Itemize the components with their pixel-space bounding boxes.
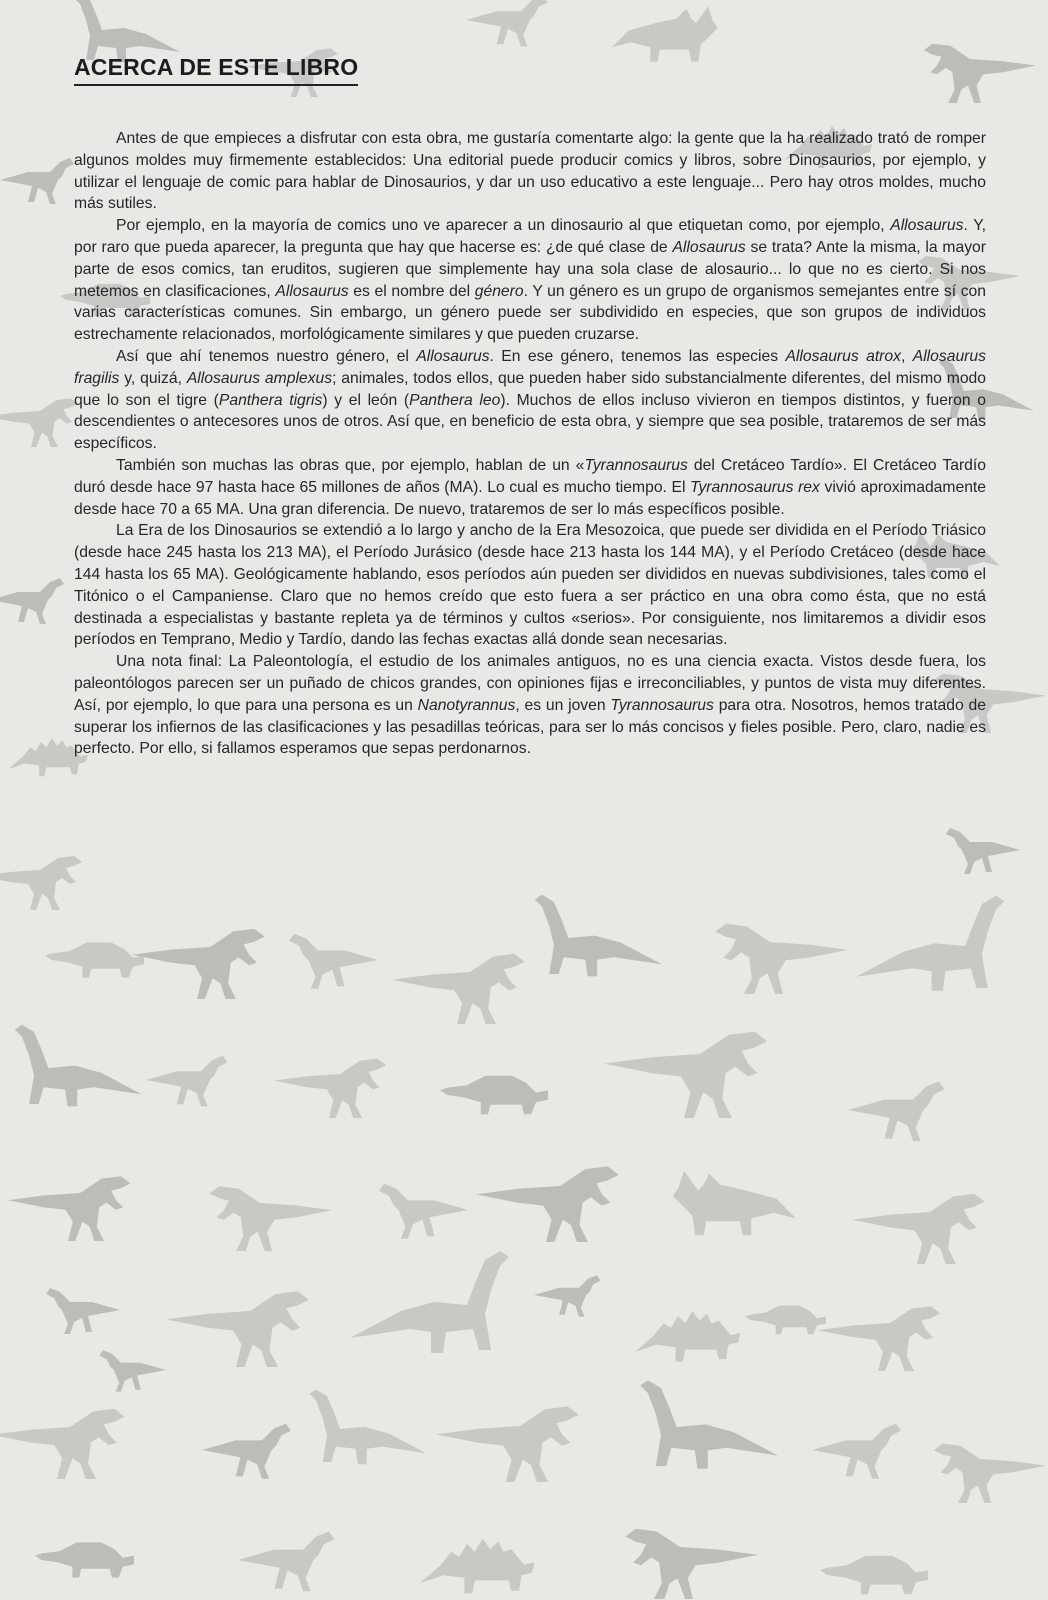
italic-term: Allosaurus fragilis — [74, 347, 986, 387]
ornitho-silhouette-icon — [289, 934, 378, 989]
sauropod-silhouette-icon — [856, 896, 1004, 991]
paragraph — [74, 128, 986, 215]
page-title: ACERCA DE ESTE LIBRO — [74, 54, 358, 86]
theropod-silhouette-icon — [818, 1306, 940, 1371]
paragraph — [74, 215, 986, 346]
text-run: es el nombre del — [348, 282, 475, 300]
text-run: , — [900, 347, 913, 365]
sauropod-silhouette-icon — [15, 1025, 142, 1107]
paragraph — [74, 651, 986, 760]
article-body — [74, 128, 986, 760]
sauropod-silhouette-icon — [309, 1389, 426, 1464]
text-run: del Cretáceo Tardío». El Cretáceo Tardío duró desde hace 97 hasta hace 65 millones de años (MA). Lo cual es mucho tiempo. El — [74, 456, 986, 496]
paragraph — [74, 520, 986, 651]
text-run: ; animales, todos ellos, que pueden haber sido substancialmente diferentes, del mismo modo que lo son el tigre ( — [74, 369, 986, 409]
italic-term: Allosaurus — [416, 347, 490, 365]
ornitho-silhouette-icon — [466, 0, 547, 46]
sauropod-silhouette-icon — [640, 1380, 778, 1468]
ornitho-silhouette-icon — [46, 1288, 120, 1334]
text-run: , es un joven — [515, 696, 611, 714]
italic-term: Tyrannosaurus — [584, 456, 688, 474]
text-run: Antes de que empieces a disfrutar con esta obra, me gustaría comentarte algo: la gente que la ha realizado trató de romper algunos moldes muy firmemente establecidos: Una editorial puede producir comics y libros, sobre Dinosaurios, por ejemplo, y utilizar el lenguaje de comic para hablar de Dinosaurios, y dar un uso educativo a este lenguaje... Pero hay otros moldes, mucho más sutiles. — [74, 130, 986, 213]
theropod-silhouette-icon — [625, 1529, 758, 1599]
theropod-silhouette-icon — [0, 856, 82, 910]
text-run: vivió aproximadamente desde hace 70 a 65 MA. Una gran diferencia. De nuevo, trataremos de ser lo más específicos posible. — [74, 478, 987, 518]
text-run: y, quizá, — [119, 369, 187, 387]
ornitho-silhouette-icon — [946, 828, 1020, 874]
ornitho-silhouette-icon — [534, 1275, 601, 1316]
theropod-silhouette-icon — [934, 1444, 1046, 1503]
italic-term: Allosaurus — [890, 217, 964, 235]
ankylo-silhouette-icon — [745, 1306, 826, 1335]
italic-term: Nanotyrannus — [417, 696, 516, 714]
text-run: ). Muchos de ellos incluso vivieron en tiempos distintos, y fueron o descendientes o antecesores unos de otros. Así que, en beneficio de esta obra, y siempre que sea posible, trataremos de ser más específicos. — [74, 391, 986, 453]
italic-term: Tyrannosaurus rex — [690, 478, 820, 496]
theropod-silhouette-icon — [715, 924, 848, 994]
theropod-silhouette-icon — [604, 1032, 767, 1118]
theropod-silhouette-icon — [852, 1194, 985, 1264]
italic-term: Allosaurus atrox — [785, 347, 901, 365]
theropod-silhouette-icon — [132, 929, 265, 999]
theropod-silhouette-icon — [476, 1166, 619, 1242]
text-run: se trata? Ante la misma, la mayor parte de esos comics, tan eruditos, sugieren que simplemente hay una sola clase de alosaurio... lo que no es cierto. Si nos metemos en clasificaciones, — [74, 238, 986, 300]
paragraph — [74, 455, 986, 520]
text-run: . Y un género es un grupo de organismos semejantes entre sí con varias características comunes. Sin embargo, un género puede ser subdividido en especies, que son grupos de individuos estrechamente relacionados, morfológicamente similares y que pueden cruzarse. — [74, 282, 986, 344]
ornitho-silhouette-icon — [812, 1424, 901, 1479]
theropod-silhouette-icon — [436, 1406, 579, 1482]
ornitho-silhouette-icon — [379, 1184, 468, 1239]
theropod-silhouette-icon — [392, 954, 525, 1024]
italic-term: Allosaurus — [672, 238, 746, 256]
sauropod-silhouette-icon — [535, 895, 662, 977]
ornitho-silhouette-icon — [238, 1531, 334, 1591]
ornitho-silhouette-icon — [146, 1056, 227, 1107]
ornitho-silhouette-icon — [0, 158, 74, 204]
italic-term: Panthera leo — [409, 391, 501, 409]
paragraph — [74, 346, 986, 455]
ornitho-silhouette-icon — [202, 1424, 291, 1479]
italic-term: Panthera tigris — [218, 391, 323, 409]
ankylo-silhouette-icon — [440, 1076, 548, 1114]
theropod-silhouette-icon — [8, 1176, 130, 1241]
theropod-silhouette-icon — [274, 1059, 386, 1118]
theropod-silhouette-icon — [0, 398, 78, 447]
text-run: . En ese género, tenemos las especies — [489, 347, 786, 365]
stego-silhouette-icon — [420, 1539, 534, 1594]
theropod-silhouette-icon — [0, 1409, 125, 1479]
text-run: . Y, por raro que pueda aparecer, la pregunta que hay que hacerse es: ¿de qué clase de — [74, 217, 986, 256]
italic-term: género — [474, 282, 524, 300]
text-run: Por ejemplo, en la mayoría de comics uno ve aparecer a un dinosaurio al que etiquetan como, por ejemplo, — [116, 217, 891, 235]
italic-term: Allosaurus amplexus — [186, 369, 333, 387]
text-run: Una nota final: La Paleontología, el estudio de los animales antiguos, no es una ciencia exacta. Vistos desde fuera, los paleontólogos parecen ser un puñado de chicos grandes, con opiniones fijas e irreconciliables, y puntos de vista muy diferentes. Así, por ejemplo, lo que para una persona es un — [74, 653, 986, 714]
stego-silhouette-icon — [635, 1311, 741, 1361]
ceratops-silhouette-icon — [673, 1171, 796, 1235]
ornitho-silhouette-icon — [0, 578, 64, 624]
text-run: La Era de los Dinosaurios se extendió a lo largo y ancho de la Era Mesozoica, que puede ser dividida en el Período Triásico (desde hace 245 hasta los 213 MA), el Período Jurásico (desde hace 213 hasta los 144 MA), y el Período Cretáceo (desde hace 144 hasta los 65 MA). Geológicamente hablando, esos períodos aún pueden ser divididos en nuevas subdivisiones, tales como el Titónico o el Campaniense. Claro que no hemos creído que esto fuera a ser práctico en una obra como ésta, que no está destinada a especialistas y bastante repleta ya de términos y cultos «serios». Por consiguiente, nos limitaremos a dividir esos períodos en Temprano, Medio y Tardío, dando las fechas exactas allá donde sean necesarias. — [74, 522, 986, 649]
sauropod-silhouette-icon — [350, 1251, 509, 1353]
theropod-silhouette-icon — [166, 1291, 309, 1367]
ankylo-silhouette-icon — [45, 942, 144, 977]
text-run: También son muchas las obras que, por ejemplo, hablan de un « — [116, 456, 585, 474]
ankylo-silhouette-icon — [35, 1542, 134, 1577]
ornitho-silhouette-icon — [848, 1081, 944, 1141]
ankylo-silhouette-icon — [820, 1556, 928, 1594]
text-run: para otra. Nosotros, hemos tratado de superar los infiernos de las clasificaciones y las pesadillas teóricas, para ser lo más concisos y fieles posible. Pero, claro, nadie es perfecto. Por ello, si fallamos esperamos que sepas perdonarnos. — [74, 696, 986, 758]
text-run: ) y el león ( — [322, 391, 410, 409]
theropod-silhouette-icon — [210, 1186, 332, 1251]
sauropod-silhouette-icon — [74, 0, 180, 62]
italic-term: Allosaurus — [275, 282, 349, 300]
text-run: Así que ahí tenemos nuestro género, el — [116, 347, 417, 365]
page-content — [74, 54, 986, 760]
italic-term: Tyrannosaurus — [610, 696, 714, 714]
ornitho-silhouette-icon — [99, 1350, 166, 1391]
